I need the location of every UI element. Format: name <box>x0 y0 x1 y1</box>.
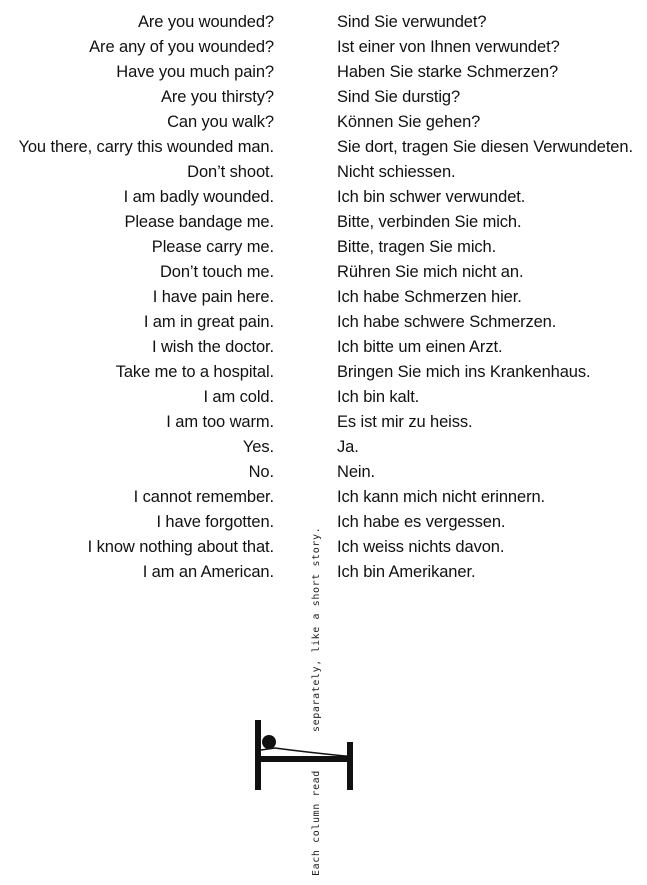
english-phrase: I am an American. <box>142 563 274 581</box>
english-phrase: No. <box>248 463 274 481</box>
german-phrase: Bitte, verbinden Sie mich. <box>337 213 522 231</box>
english-phrase: Are you wounded? <box>138 13 274 31</box>
english-phrase: I have pain here. <box>152 288 274 306</box>
german-phrase: Nein. <box>337 463 376 481</box>
german-phrase: Sind Sie verwundet? <box>337 13 487 31</box>
english-phrase: I wish the doctor. <box>151 338 274 356</box>
english-phrase: I am cold. <box>203 388 274 406</box>
english-phrase: Take me to a hospital. <box>115 363 274 381</box>
german-phrase: Ich habe Schmerzen hier. <box>337 288 522 306</box>
english-phrase: Can you walk? <box>167 113 274 131</box>
german-phrase: Haben Sie starke Schmerzen? <box>337 63 559 81</box>
german-phrase: Ich habe schwere Schmerzen. <box>337 313 557 331</box>
german-phrase: Ich bin kalt. <box>337 388 420 406</box>
german-phrase: Nicht schiessen. <box>337 163 456 181</box>
english-phrase: I am in great pain. <box>143 313 274 331</box>
english-phrase: I have forgotten. <box>156 513 274 531</box>
german-phrase: Ich weiss nichts davon. <box>337 538 505 556</box>
english-phrase: Are you thirsty? <box>160 88 274 106</box>
english-phrase: I am too warm. <box>166 413 274 431</box>
english-phrase: I am badly wounded. <box>123 188 274 206</box>
german-phrase: Es ist mir zu heiss. <box>337 413 473 431</box>
english-phrase: I cannot remember. <box>133 488 274 506</box>
english-phrase: Please carry me. <box>151 238 274 256</box>
german-phrase: Ich bin schwer verwundet. <box>337 188 526 206</box>
german-phrase: Ich habe es vergessen. <box>337 513 506 531</box>
english-phrase: Have you much pain? <box>116 63 274 81</box>
german-phrase: Sie dort, tragen Sie diesen Verwundeten. <box>337 138 633 156</box>
german-phrase: Ich bin Amerikaner. <box>337 563 476 581</box>
english-column <box>18 10 274 585</box>
english-phrase: I know nothing about that. <box>87 538 274 556</box>
english-phrase: Please bandage me. <box>124 213 274 231</box>
german-phrase: Können Sie gehen? <box>337 113 481 131</box>
german-phrase: Ja. <box>337 438 359 456</box>
german-phrase: Ich bitte um einen Arzt. <box>337 338 503 356</box>
english-phrase: You there, carry this wounded man. <box>18 138 274 156</box>
english-phrase: Are any of you wounded? <box>89 38 274 56</box>
bed-with-figure-icon <box>245 712 365 797</box>
german-phrase: Ist einer von Ihnen verwundet? <box>337 38 560 56</box>
caption-part-1: Each column read <box>311 770 322 876</box>
german-phrase: Bitte, tragen Sie mich. <box>337 238 497 256</box>
german-phrase: Sind Sie durstig? <box>337 88 461 106</box>
english-phrase: Yes. <box>242 438 274 456</box>
german-column <box>337 10 633 585</box>
caption-part-2: separately, like a short story. <box>311 526 322 732</box>
german-phrase: Rühren Sie mich nicht an. <box>337 263 524 281</box>
german-phrase: Bringen Sie mich ins Krankenhaus. <box>337 363 591 381</box>
english-phrase: Don’t shoot. <box>187 163 274 181</box>
german-phrase: Ich kann mich nicht erinnern. <box>337 488 546 506</box>
english-phrase: Don’t touch me. <box>159 263 274 281</box>
